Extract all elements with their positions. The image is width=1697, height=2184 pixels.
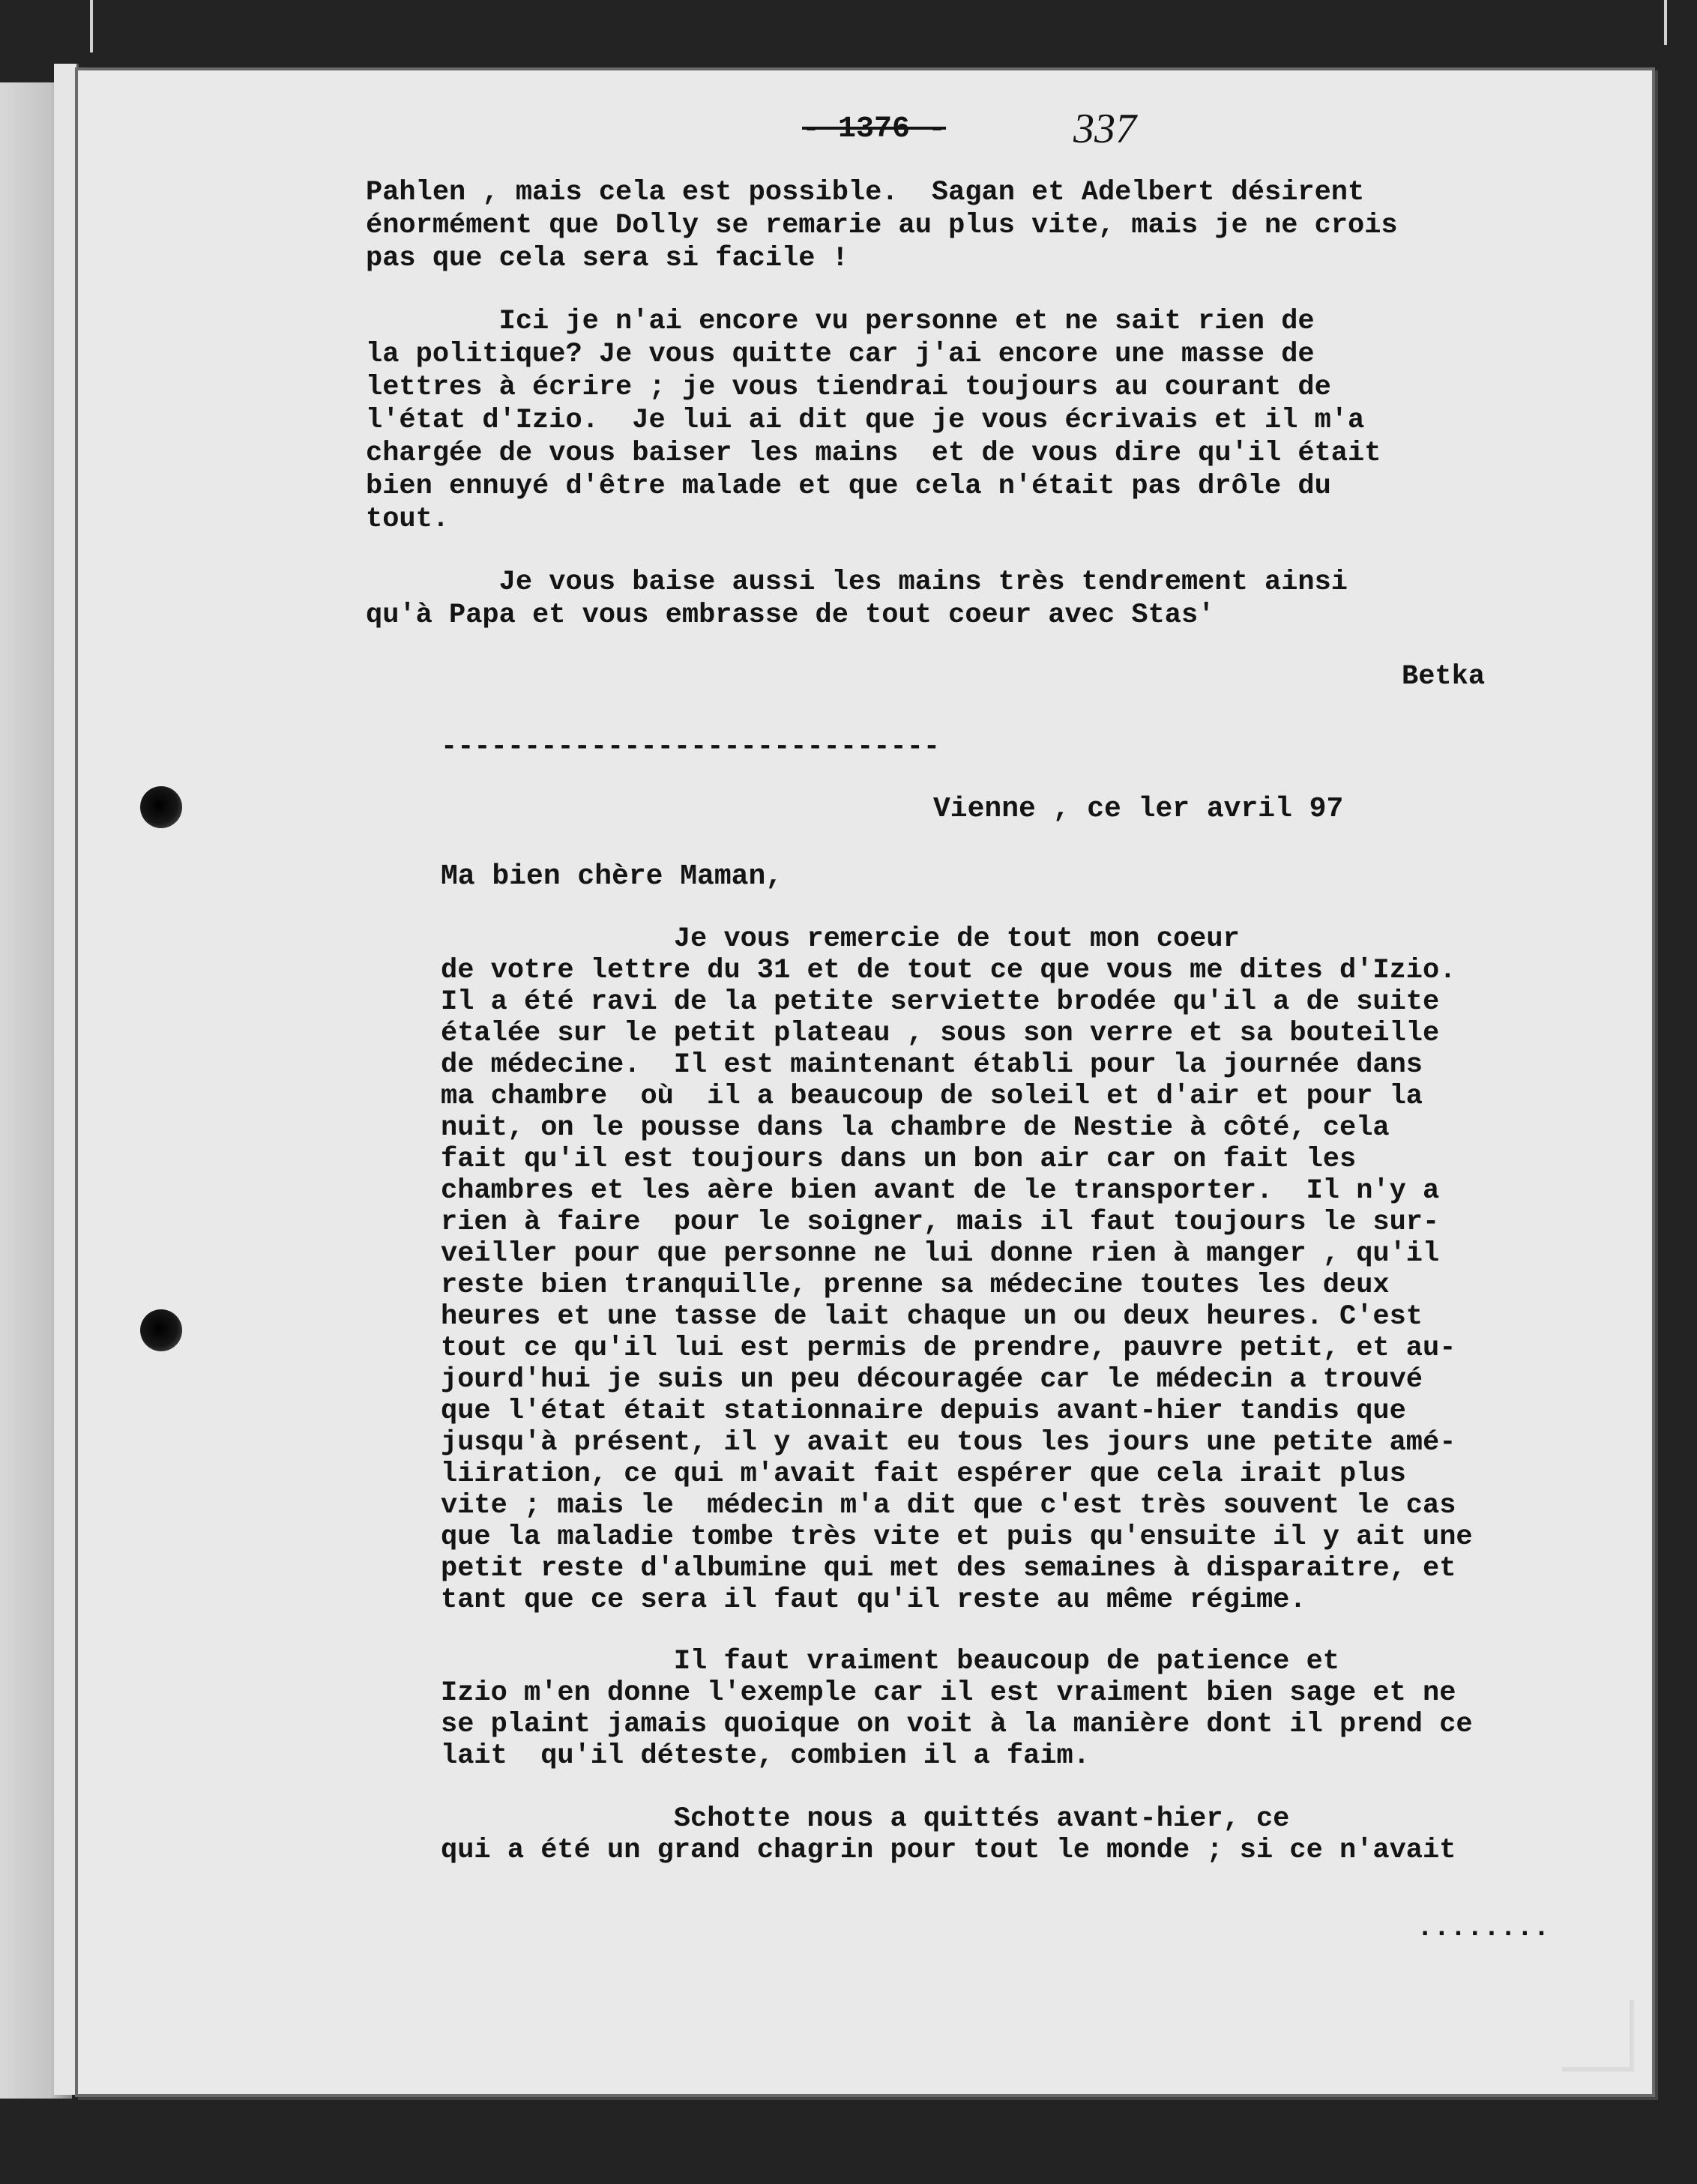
- letter2-line: Schotte nous a quittés avant-hier, ce: [441, 1803, 1290, 1835]
- letter1-line: l'état d'Izio. Je lui ai dit que je vous écrivais et il m'a: [366, 405, 1365, 436]
- letter2-line: étalée sur le petit plateau , sous son verre et sa bouteille: [441, 1018, 1440, 1049]
- signature: Betka: [1402, 661, 1486, 693]
- letter1-line: tout.: [366, 504, 450, 535]
- letter2-line: de médecine. Il est maintenant établi pour la journée dans: [441, 1049, 1423, 1081]
- scan-edge-mark: [1664, 0, 1667, 45]
- continuation-dots: ........: [1417, 1913, 1550, 1944]
- letter2-line: liiration, ce qui m'avait fait espérer que cela irait plus: [441, 1458, 1406, 1490]
- letter1-line: Pahlen , mais cela est possible. Sagan et Adelbert désirent: [366, 177, 1365, 208]
- separator-line: ------------------------------: [441, 731, 941, 763]
- corner-fold-mark: [1562, 2000, 1634, 2072]
- letter1-line: qu'à Papa et vous embrasse de tout coeur avec Stas': [366, 600, 1215, 631]
- letter1-line: lettres à écrire ; je vous tiendrai toujours au courant de: [366, 372, 1331, 403]
- letter2-line: jourd'hui je suis un peu découragée car le médecin a trouvé: [441, 1364, 1423, 1396]
- letter1-line: chargée de vous baiser les mains et de vous dire qu'il était: [366, 438, 1381, 469]
- letter1-line: la politique? Je vous quitte car j'ai encore une masse de: [366, 339, 1315, 370]
- letter2-line: qui a été un grand chagrin pour tout le monde ; si ce n'avait: [441, 1835, 1456, 1866]
- letter2-line: chambres et les aère bien avant de le transporter. Il n'y a: [441, 1175, 1440, 1207]
- letter2-line: Izio m'en donne l'exemple car il est vraiment bien sage et ne: [441, 1677, 1456, 1709]
- letter2-line: nuit, on le pousse dans la chambre de Nestie à côté, cela: [441, 1112, 1390, 1144]
- letter1-line: énormément que Dolly se remarie au plus vite, mais je ne crois: [366, 210, 1398, 241]
- letter2-line: fait qu'il est toujours dans un bon air car on fait les: [441, 1144, 1357, 1175]
- punch-hole-icon: [140, 1309, 182, 1351]
- letter1-line: Ici je n'ai encore vu personne et ne sait rien de: [366, 306, 1315, 337]
- punch-hole-icon: [140, 786, 182, 828]
- letter1-line: Je vous baise aussi les mains très tendrement ainsi: [366, 567, 1348, 598]
- letter2-line: lait qu'il déteste, combien il a faim.: [441, 1740, 1090, 1772]
- letter1-line: pas que cela sera si facile !: [366, 243, 848, 274]
- letter2-line: heures et une tasse de lait chaque un ou deux heures. C'est: [441, 1301, 1423, 1333]
- letter2-line: rien à faire pour le soigner, mais il faut toujours le sur-: [441, 1207, 1440, 1238]
- letter2-line: Il a été ravi de la petite serviette brodée qu'il a de suite: [441, 986, 1440, 1018]
- letter2-line: Je vous remercie de tout mon coeur: [441, 923, 1240, 955]
- letter2-line: tout ce qu'il lui est permis de prendre, pauvre petit, et au-: [441, 1333, 1456, 1364]
- page-number: 337: [1073, 106, 1136, 152]
- old-page-number: - 1376 -: [802, 112, 947, 146]
- letter2-line: Il faut vraiment beaucoup de patience et: [441, 1646, 1339, 1677]
- letter2-line: petit reste d'albumine qui met des semaines à disparaitre, et: [441, 1553, 1456, 1584]
- letter2-line: que l'état était stationnaire depuis avant-hier tandis que: [441, 1396, 1406, 1427]
- letter2-line: de votre lettre du 31 et de tout ce que vous me dites d'Izio.: [441, 955, 1456, 986]
- letter2-line: veiller pour que personne ne lui donne rien à manger , qu'il: [441, 1238, 1440, 1270]
- letter2-line: ma chambre où il a beaucoup de soleil et d'air et pour la: [441, 1081, 1423, 1112]
- letter2-line: se plaint jamais quoique on voit à la manière dont il prend ce: [441, 1709, 1473, 1740]
- letter2-line: que la maladie tombe très vite et puis qu'ensuite il y ait une: [441, 1521, 1473, 1553]
- letter2-line: reste bien tranquille, prenne sa médecine toutes les deux: [441, 1270, 1390, 1301]
- letter2-line: tant que ce sera il faut qu'il reste au même régime.: [441, 1584, 1306, 1616]
- dateline: Vienne , ce ler avril 97: [933, 793, 1344, 825]
- letter2-line: vite ; mais le médecin m'a dit que c'est très souvent le cas: [441, 1490, 1456, 1521]
- salutation: Ma bien chère Maman,: [441, 860, 783, 893]
- letter1-line: bien ennuyé d'être malade et que cela n'était pas drôle du: [366, 471, 1331, 502]
- scan-edge-mark: [90, 0, 93, 52]
- letter2-line: jusqu'à présent, il y avait eu tous les jours une petite amé-: [441, 1427, 1456, 1458]
